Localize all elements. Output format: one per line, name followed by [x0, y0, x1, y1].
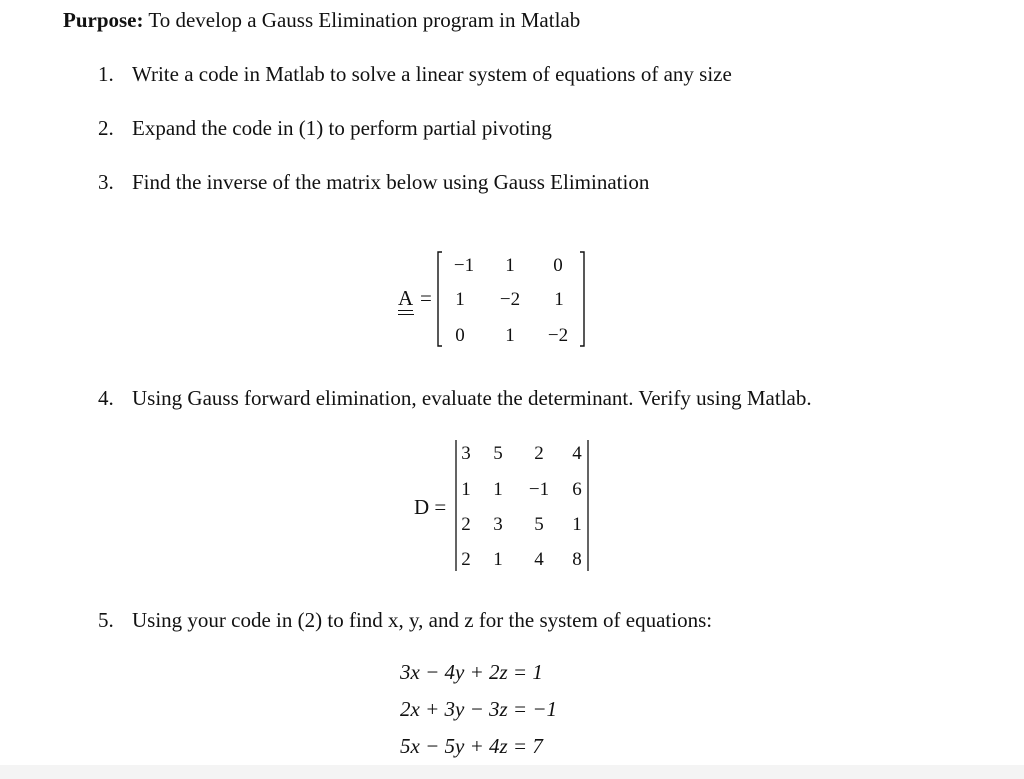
item-text: Write a code in Matlab to solve a linear system of equations of any size: [132, 62, 732, 86]
matrix-cell: 5: [534, 514, 544, 535]
matrix-cell: 0: [455, 325, 465, 346]
matrix-cell: 1: [493, 549, 503, 570]
matrix-cell: 2: [461, 514, 471, 535]
purpose-text: To develop a Gauss Elimination program in Matlab: [148, 8, 581, 32]
purpose-line: [63, 7, 580, 33]
item-text: Find the inverse of the matrix below using Gauss Elimination: [132, 170, 650, 194]
matrix-a-equals: =: [420, 286, 432, 310]
matrix-a-label: A: [398, 286, 413, 311]
matrix-d-label: D =: [414, 495, 447, 519]
item-number: 1.: [98, 62, 114, 86]
matrix-cell: 5: [493, 443, 503, 464]
equation-2: 2x + 3y − 3z = −1: [400, 697, 557, 721]
equation-3: 5x − 5y + 4z = 7: [400, 734, 543, 758]
matrix-cell: −2: [499, 289, 521, 310]
list-item-5: [98, 607, 712, 633]
item-number: 3.: [98, 170, 114, 194]
item-number: 5.: [98, 608, 114, 632]
page-bottom-edge: [0, 765, 1024, 779]
matrix-cell: 8: [572, 549, 582, 570]
matrix-cell: 1: [572, 514, 582, 535]
matrix-d: [446, 443, 596, 573]
matrix-cell: −1: [528, 479, 550, 500]
matrix-cell: 1: [493, 479, 503, 500]
list-item-3: [98, 169, 649, 195]
matrix-cell: 2: [461, 549, 471, 570]
matrix-cell: 1: [455, 289, 465, 310]
matrix-cell: 4: [534, 549, 544, 570]
matrix-cell: 2: [534, 443, 544, 464]
equation-1: 3x − 4y + 2z = 1: [400, 660, 543, 684]
matrix-cell: 3: [493, 514, 503, 535]
item-text: Using your code in (2) to find x, y, and z for the system of equations:: [132, 608, 713, 632]
list-item-4: [98, 385, 812, 411]
matrix-cell: 1: [554, 289, 564, 310]
item-number: 4.: [98, 386, 114, 410]
matrix-cell: 6: [572, 479, 582, 500]
list-item-2: [98, 115, 552, 141]
matrix-cell: 4: [572, 443, 582, 464]
matrix-cell: −2: [547, 325, 569, 346]
matrix-cell: 1: [461, 479, 471, 500]
item-text: Using Gauss forward elimination, evaluate the determinant. Verify using Matlab.: [132, 386, 812, 410]
matrix-cell: 0: [553, 255, 563, 276]
item-text: Expand the code in (1) to perform partial pivoting: [132, 116, 552, 140]
matrix-cell: 1: [505, 325, 515, 346]
matrix-cell: −1: [453, 255, 475, 276]
list-item-1: [98, 61, 732, 87]
item-number: 2.: [98, 116, 114, 140]
matrix-cell: 1: [505, 255, 515, 276]
purpose-label: Purpose:: [63, 8, 144, 32]
matrix-cell: 3: [461, 443, 471, 464]
matrix-a: [440, 255, 580, 345]
